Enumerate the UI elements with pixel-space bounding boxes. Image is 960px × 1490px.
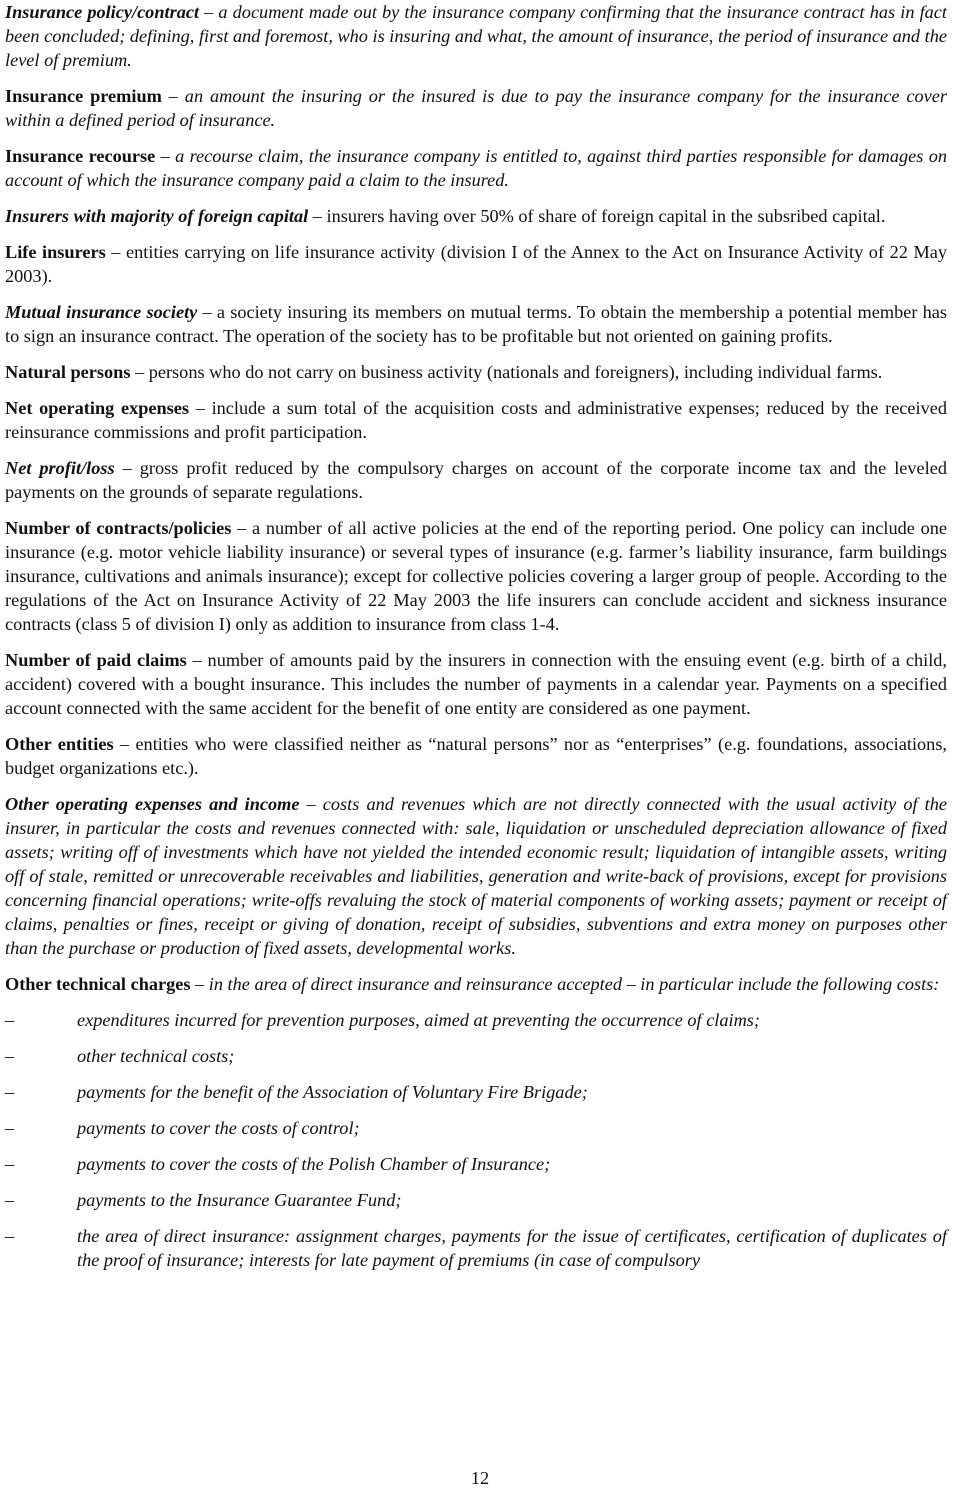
dash-bullet: –	[5, 1154, 15, 1174]
entry-separator: –	[186, 650, 208, 670]
list-item-text: other technical costs;	[77, 1046, 235, 1066]
glossary-entry	[5, 84, 947, 132]
entry-definition: include a sum total of the acquisition costs and administrative expenses; reduced by the received reinsurance commissions and profit participation.	[5, 398, 948, 442]
entry-separator: –	[190, 974, 209, 994]
entry-separator: –	[155, 146, 176, 166]
dash-bullet: –	[5, 1082, 15, 1102]
entry-term: Insurers with majority of foreign capital	[5, 206, 309, 226]
list-item	[5, 1116, 947, 1140]
entry-definition: entities carrying on life insurance activity (division I of the Annex to the Act on Insurance Activity of 22 May 2003).	[5, 242, 948, 286]
glossary-entry	[5, 360, 947, 384]
glossary-entry	[5, 516, 947, 636]
glossary-entry	[5, 792, 947, 960]
glossary-entry	[5, 204, 947, 228]
entry-separator: –	[199, 2, 219, 22]
glossary-entry	[5, 456, 947, 504]
entry-definition: persons who do not carry on business activity (nationals and foreigners), including individual farms.	[148, 362, 883, 382]
list-item-text: the area of direct insurance: assignment charges, payments for the issue of certificates, certification of duplicates of the proof of insurance; interests for late payment of premiums (in case of compulsory	[77, 1226, 947, 1270]
document-page	[5, 0, 947, 1284]
entry-term: Natural persons	[5, 362, 131, 382]
list-item-text: payments for the benefit of the Association of Voluntary Fire Brigade;	[77, 1082, 588, 1102]
entry-separator: –	[231, 518, 253, 538]
entry-term: Net operating expenses	[5, 398, 190, 418]
list-item	[5, 1224, 947, 1272]
entry-term: Mutual insurance society	[5, 302, 198, 322]
list-item	[5, 1080, 947, 1104]
glossary-entries	[5, 0, 947, 996]
glossary-entry	[5, 0, 947, 72]
dash-bullet: –	[5, 1046, 15, 1066]
dash-bullet: –	[5, 1226, 15, 1246]
entry-term: Life insurers	[5, 242, 106, 262]
entry-term: Insurance premium	[5, 86, 162, 106]
entry-separator: –	[299, 794, 323, 814]
list-item-text: payments to cover the costs of control;	[77, 1118, 360, 1138]
glossary-entry	[5, 648, 947, 720]
entry-term: Other operating expenses and income	[5, 794, 300, 814]
entry-separator: –	[130, 362, 149, 382]
entry-definition: a number of all active policies at the end of the reporting period. One policy can include one insurance (e.g. motor vehicle liability insurance) or several types of insurance (e.g. farmer’s liability insurance, farm buildings insurance, cultivations and animals insurance); except for collective policies covering a larger group of people. According to the regulations of the Act on Insurance Activity of 22 May 2003 the life insurers can conclude accident and sickness insurance contracts (class 5 of division I) only as addition to insurance from class 1-4.	[5, 518, 948, 634]
entry-term: Number of contracts/policies	[5, 518, 232, 538]
glossary-entry	[5, 300, 947, 348]
entry-term: Number of paid claims	[5, 650, 187, 670]
entry-definition: a society insuring its members on mutual terms. To obtain the membership a potential member has to sign an insurance contract. The operation of the society has to be profitable but not oriented on gaining profits.	[5, 302, 948, 346]
list-item	[5, 1008, 947, 1032]
list-item-text: payments to the Insurance Guarantee Fund;	[77, 1190, 402, 1210]
dash-bullet: –	[5, 1010, 15, 1030]
entry-separator: –	[105, 242, 127, 262]
entry-definition: insurers having over 50% of share of foreign capital in the subsribed capital.	[326, 206, 886, 226]
entry-term: Other technical charges	[5, 974, 191, 994]
glossary-entry	[5, 396, 947, 444]
glossary-entry	[5, 972, 947, 996]
glossary-entry	[5, 240, 947, 288]
entry-separator: –	[189, 398, 212, 418]
entry-definition: gross profit reduced by the compulsory charges on account of the corporate income tax and the leveled payments on the grounds of separate regulations.	[5, 458, 947, 502]
list-item	[5, 1188, 947, 1212]
entry-definition: entities who were classified neither as “natural persons” nor as “enterprises” (e.g. foundations, associations, budget organizations etc.).	[5, 734, 948, 778]
entry-separator: –	[308, 206, 327, 226]
dash-bullet: –	[5, 1190, 15, 1210]
page-number: 12	[470, 1468, 490, 1488]
entry-separator: –	[161, 86, 185, 106]
entry-separator: –	[113, 734, 136, 754]
entry-term: Net profit/loss	[5, 458, 115, 478]
entry-definition: a recourse claim, the insurance company is entitled to, against third parties responsible for damages on account of which the insurance company paid a claim to the insured.	[5, 146, 947, 190]
list-item-text: expenditures incurred for prevention purposes, aimed at preventing the occurrence of claims;	[77, 1010, 761, 1030]
entry-definition: an amount the insuring or the insured is due to pay the insurance company for the insurance cover within a defined period of insurance.	[5, 86, 947, 130]
entry-definition: number of amounts paid by the insurers in connection with the ensuing event (e.g. birth of a child, accident) covered with a bought insurance. This includes the number of payments in a calendar year. Payments on a specified account connected with the same accident for the benefit of one entity are considered as one payment.	[5, 650, 947, 718]
entry-term: Insurance policy/contract	[5, 2, 200, 22]
entry-term: Other entities	[5, 734, 114, 754]
list-item	[5, 1152, 947, 1176]
entry-definition: a document made out by the insurance company confirming that the insurance contract has in fact been concluded; defining, first and foremost, who is insuring and what, the amount of insurance, the period of insurance and the level of premium.	[5, 2, 948, 70]
list-item	[5, 1044, 947, 1068]
glossary-entry	[5, 144, 947, 192]
glossary-entry	[5, 732, 947, 780]
entry-separator: –	[197, 302, 217, 322]
entry-term: Insurance recourse	[5, 146, 156, 166]
entry-definition: costs and revenues which are not directly connected with the usual activity of the insurer, in particular the costs and revenues connected with: sale, liquidation or unscheduled depreciation allowance of fixed assets; writing off of investments which have not yielded the intended economic result; liquidation of intangible assets, writing off of stale, remitted or unrecoverable receivables and liabilities, generation and write-back of provisions, except for provisions concerning financial operations; write-offs revaluing the stock of material components of working assets; payment or receipt of claims, penalties or fines, receipt or giving of donation, receipt of subsidies, subventions and extra money on purposes other than the purchase or production of fixed assets, developmental works.	[5, 794, 948, 958]
list-item-text: payments to cover the costs of the Polish Chamber of Insurance;	[77, 1154, 551, 1174]
cost-list	[5, 1008, 947, 1272]
entry-separator: –	[114, 458, 140, 478]
dash-bullet: –	[5, 1118, 15, 1138]
entry-definition: in the area of direct insurance and reinsurance accepted – in particular include the following costs:	[208, 974, 940, 994]
